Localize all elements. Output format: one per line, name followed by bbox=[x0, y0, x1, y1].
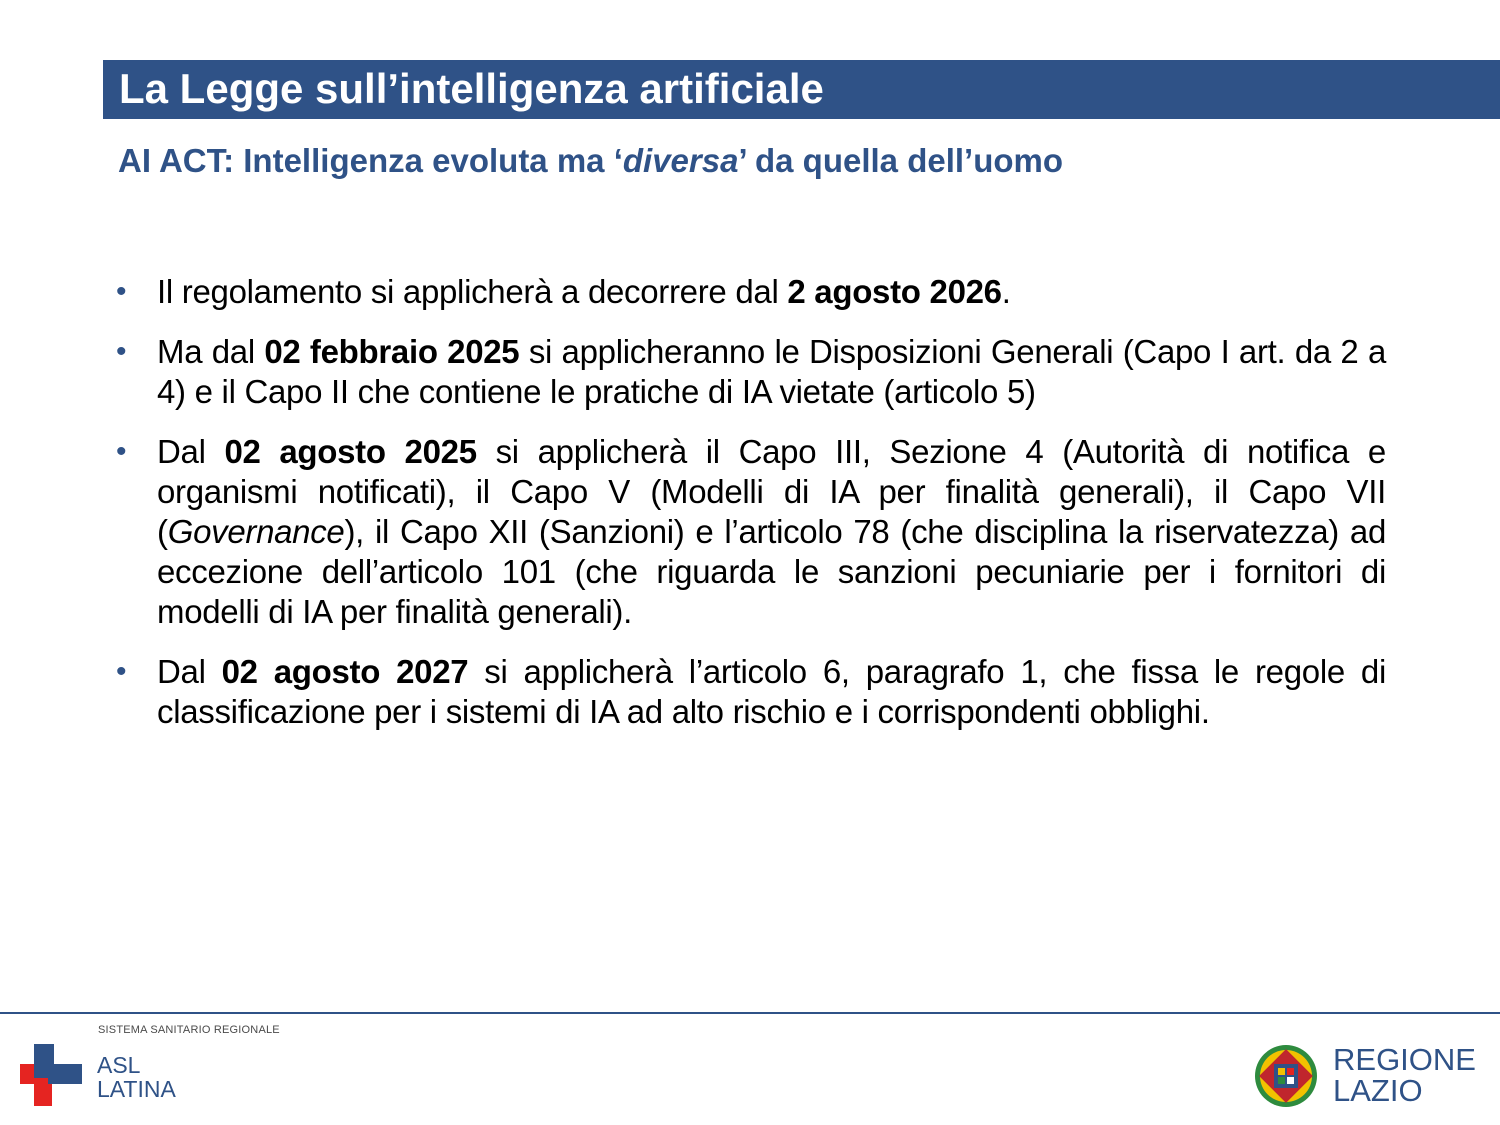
bullet-dot-icon: • bbox=[116, 335, 127, 368]
bullet-text: Dal bbox=[157, 653, 222, 690]
bullet-date: 2 agosto 2026 bbox=[787, 273, 1002, 310]
bullet-text: si applicherà l’articolo 6, paragrafo 1, che fissa le regole di classificazione per i sistemi di IA ad alto rischio e i corrispondenti obblighi. bbox=[157, 653, 1386, 730]
subtitle-prefix: AI ACT: Intelligenza evoluta ma ‘ bbox=[118, 142, 623, 179]
asl-latina-logo-text bbox=[97, 1053, 176, 1101]
bullet-italic: Governance bbox=[167, 513, 345, 550]
bullet-date: 02 febbraio 2025 bbox=[264, 333, 520, 370]
bullet-item bbox=[110, 332, 1386, 412]
title-bar bbox=[103, 60, 1500, 119]
asl-line1: ASL bbox=[97, 1052, 141, 1078]
regione-lazio-emblem-icon bbox=[1253, 1043, 1319, 1109]
bullet-text: Ma dal bbox=[157, 333, 265, 370]
bullet-item bbox=[110, 432, 1386, 632]
bullet-dot-icon: • bbox=[116, 275, 127, 308]
asl-line2: LATINA bbox=[97, 1076, 176, 1102]
subtitle-italic: diversa bbox=[622, 142, 739, 179]
regione-lazio-logo-text bbox=[1333, 1044, 1476, 1106]
bullet-date: 02 agosto 2027 bbox=[221, 653, 469, 690]
bullet-text: Dal bbox=[157, 433, 225, 470]
page-title: La Legge sull’intelligenza artificiale bbox=[119, 65, 824, 112]
bullet-item bbox=[110, 272, 1386, 312]
bullet-text: ), il Capo XII (Sanzioni) e l’articolo 78 (che disciplina la riservatezza) ad eccezione dell’articolo 101 (che riguarda le sanzioni pecuniarie per i fornitori di modelli di IA per finalità generali). bbox=[157, 513, 1386, 630]
bullet-text: Il regolamento si applicherà a decorrere dal bbox=[157, 273, 788, 310]
bullet-dot-icon: • bbox=[116, 435, 127, 468]
subtitle-suffix: ’ da quella dell’uomo bbox=[738, 142, 1064, 179]
bullet-text: si applicherà il Capo III, Sezione 4 (Autorità di notifica e organismi notificati), il Capo V (Modelli di IA per finalità generali), il Capo VII ( bbox=[157, 433, 1386, 550]
page-subtitle bbox=[118, 138, 1418, 184]
bullet-text: si applicheranno le Disposizioni Generali (Capo I art. da 2 a 4) e il Capo II che contiene le pratiche di IA vietate (articolo 5) bbox=[157, 333, 1387, 410]
bullet-item bbox=[110, 652, 1386, 732]
bullet-list bbox=[110, 272, 1386, 752]
lazio-line2: LAZIO bbox=[1333, 1073, 1423, 1108]
bullet-text: . bbox=[1001, 273, 1011, 310]
lazio-line1: REGIONE bbox=[1333, 1042, 1476, 1077]
footer-divider bbox=[0, 1012, 1500, 1014]
ssr-label: SISTEMA SANITARIO REGIONALE bbox=[98, 1024, 280, 1036]
bullet-date: 02 agosto 2025 bbox=[224, 433, 477, 470]
bullet-dot-icon: • bbox=[116, 655, 127, 688]
asl-cross-icon bbox=[20, 1044, 82, 1106]
